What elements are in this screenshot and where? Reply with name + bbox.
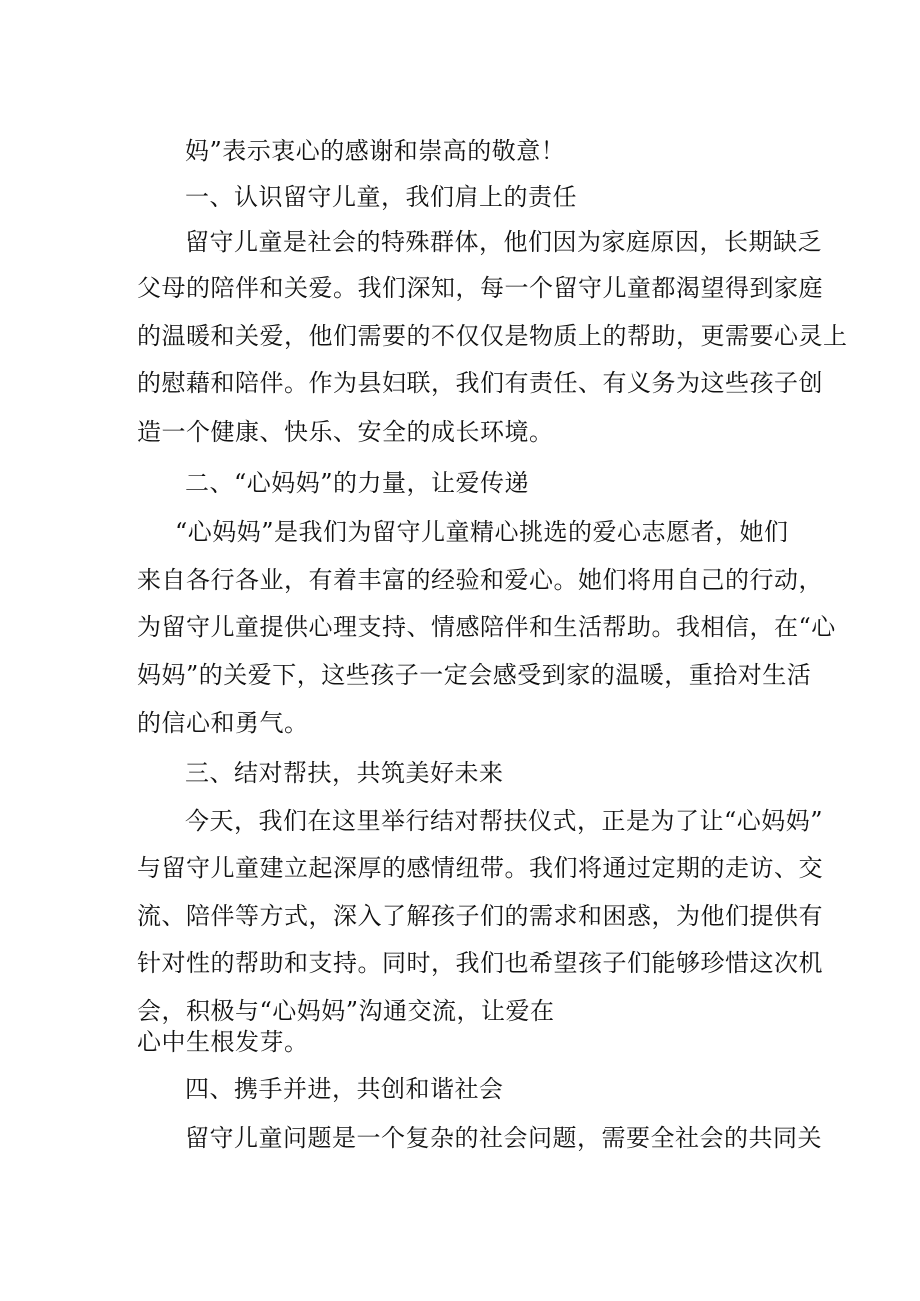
paragraph-line: 造一个健康、快乐、安全的成长环境。 bbox=[137, 418, 554, 446]
paragraph-line: 父母的陪伴和关爱。我们深知，每一个留守儿童都渴望得到家庭 bbox=[137, 274, 823, 302]
paragraph-line: 妈”表示衷心的感谢和崇高的敬意！ bbox=[185, 137, 566, 165]
paragraph-line: 针对性的帮助和支持。同时，我们也希望孩子们能够珍惜这次机 bbox=[137, 949, 823, 977]
paragraph-line: 来自各行各业，有着丰富的经验和爱心。她们将用自己的行动， bbox=[137, 566, 823, 594]
paragraph-line: 留守儿童问题是一个复杂的社会问题，需要全社会的共同关 bbox=[185, 1124, 822, 1152]
paragraph-line: 留守儿童是社会的特殊群体，他们因为家庭原因，长期缺乏 bbox=[185, 228, 822, 256]
paragraph-line: 心中生根发芽。 bbox=[137, 1028, 309, 1056]
paragraph-line: 今天，我们在这里举行结对帮扶仪式，正是为了让“心妈妈” bbox=[185, 807, 824, 835]
section-heading: 三、结对帮扶，共筑美好未来 bbox=[185, 759, 504, 787]
section-heading: 一、认识留守儿童，我们肩上的责任 bbox=[185, 183, 577, 211]
section-heading: 二、“心妈妈”的力量，让爱传递 bbox=[185, 469, 530, 497]
paragraph-line: 会，积极与“心妈妈”沟通交流，让爱在 bbox=[137, 997, 555, 1025]
paragraph-line: 的慰藉和陪伴。作为县妇联，我们有责任、有义务为这些孩子创 bbox=[137, 369, 823, 397]
section-heading: 四、携手并进，共创和谐社会 bbox=[185, 1075, 504, 1103]
paragraph-line: 的信心和勇气。 bbox=[137, 709, 309, 737]
paragraph-line: 妈妈”的关爱下，这些孩子一定会感受到家的温暖，重拾对生活 bbox=[137, 661, 812, 689]
paragraph-line: “心妈妈”是我们为留守儿童精心挑选的爱心志愿者，她们 bbox=[175, 518, 789, 546]
paragraph-line: 为留守儿童提供心理支持、情感陪伴和生活帮助。我相信，在“心 bbox=[137, 613, 836, 641]
paragraph-line: 的温暖和关爱，他们需要的不仅仅是物质上的帮助，更需要心灵上 bbox=[137, 322, 848, 350]
paragraph-line: 流、陪伴等方式，深入了解孩子们的需求和困惑，为他们提供有 bbox=[137, 902, 823, 930]
paragraph-line: 与留守儿童建立起深厚的感情纽带。我们将通过定期的走访、交 bbox=[137, 854, 823, 882]
